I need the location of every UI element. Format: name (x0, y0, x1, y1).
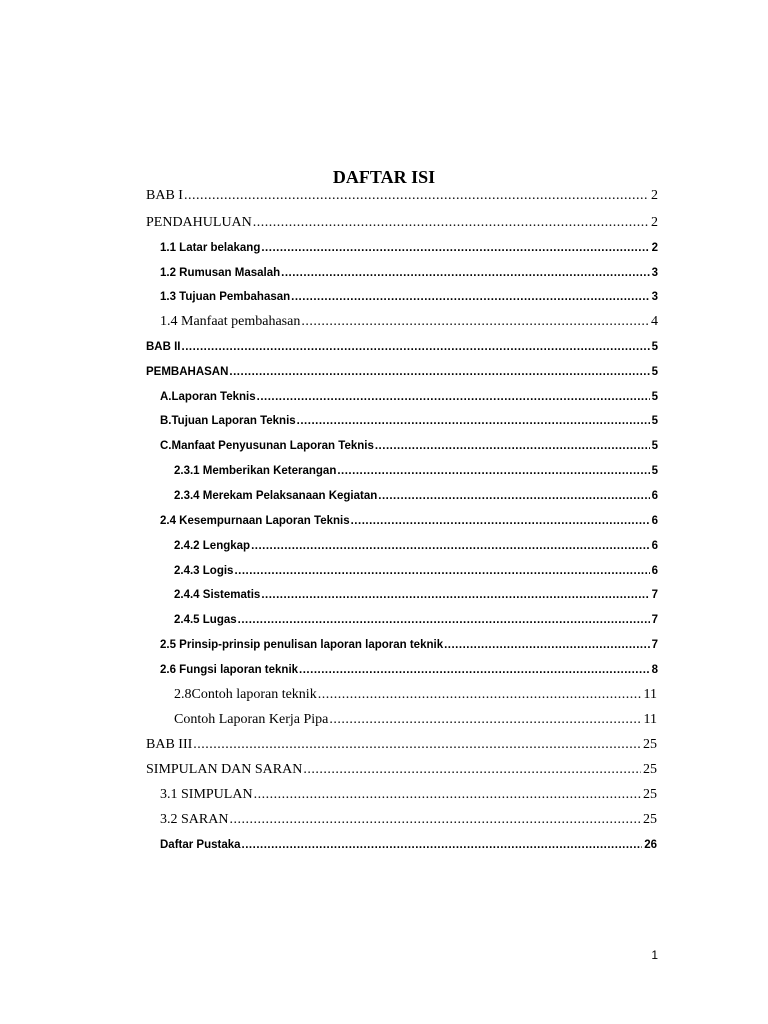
toc-entry-label: 2.4.5 Lugas (174, 614, 237, 626)
toc-page-number: 5 (651, 391, 658, 403)
dot-leader (257, 388, 650, 406)
toc-entry-marker: 2.8 (174, 687, 192, 702)
dot-leader (229, 811, 641, 829)
toc-page-number: 7 (651, 639, 658, 651)
dot-leader (337, 462, 649, 480)
toc-entry-label: 2.3.4 Merekam Pelaksanaan Kegiatan (174, 490, 378, 502)
dot-leader (378, 487, 649, 505)
dot-leader (251, 537, 650, 555)
toc-page-number: 5 (651, 465, 658, 477)
toc-page-number: 5 (651, 366, 658, 378)
toc-page-number: 6 (651, 540, 658, 552)
toc-entry-contoh-laporan-kerja-pipa[interactable] (174, 711, 657, 729)
toc-entry-3-2[interactable] (160, 811, 657, 829)
dot-leader (329, 711, 641, 729)
dot-leader (261, 586, 649, 604)
dot-leader (234, 562, 649, 580)
toc-entry-label: 3.2 SARAN (160, 812, 229, 827)
toc-entry-2-6[interactable] (160, 661, 658, 679)
toc-entry-marker: B. (160, 415, 172, 427)
toc-entry-label: 2.4.4 Sistematis (174, 589, 261, 601)
toc-entry-2-4[interactable] (160, 512, 658, 530)
toc-entry-label: 2.5 Prinsip-prinsip penulisan laporan laporan teknik (160, 639, 444, 651)
toc-entry-b[interactable] (160, 412, 658, 430)
toc-page-number: 25 (643, 762, 657, 777)
toc-entry-marker: A. (160, 391, 172, 403)
toc-page-number: 2 (651, 242, 658, 254)
toc-page-number: 6 (651, 565, 658, 577)
toc-entry-label: BAB I (146, 188, 183, 203)
toc-entry-label: Tujuan Laporan Teknis (171, 415, 296, 427)
dot-leader (254, 786, 641, 804)
toc-entry-a[interactable] (160, 388, 658, 406)
toc-entry-1-2[interactable] (160, 264, 658, 282)
toc-entry-marker: C. (160, 440, 172, 452)
dot-leader (242, 836, 643, 854)
toc-page-number: 26 (644, 839, 657, 851)
toc-page-number: 2 (651, 215, 658, 230)
toc-page-number: 7 (651, 614, 658, 626)
toc-entry-label: Contoh Laporan Kerja Pipa (174, 712, 329, 727)
toc-entry-label: BAB III (146, 737, 193, 752)
toc-page-number: 8 (651, 664, 658, 676)
toc-page-number: 3 (651, 267, 658, 279)
toc-entry-label: Contoh laporan teknik (191, 687, 317, 702)
toc-entry-label: Daftar Pustaka (160, 839, 241, 851)
toc-entry-label: Manfaat Penyusunan Laporan Teknis (171, 440, 374, 452)
toc-entry-label: BAB II (146, 341, 181, 353)
toc-entry-1-1[interactable] (160, 239, 658, 257)
dot-leader (291, 288, 649, 306)
toc-page-number: 25 (643, 787, 657, 802)
toc-entry-label: PEMBAHASAN (146, 366, 229, 378)
toc-page-number: 6 (651, 490, 658, 502)
toc-entry-2-4-4[interactable] (174, 586, 658, 604)
toc-entry-2-4-2[interactable] (174, 537, 658, 555)
toc-entry-2-5[interactable] (160, 636, 658, 654)
toc-entry-c[interactable] (160, 437, 658, 455)
toc-entry-label: 2.4.3 Logis (174, 565, 234, 577)
dot-leader (253, 214, 649, 232)
toc-entry-simpulan-dan-saran[interactable] (146, 761, 657, 779)
toc-page-number: 25 (643, 737, 657, 752)
toc-entry-2-3-1[interactable] (174, 462, 658, 480)
toc-page-number: 7 (651, 589, 658, 601)
page-title: DAFTAR ISI (332, 167, 436, 187)
dot-leader (375, 437, 650, 455)
toc-entry-2-4-5[interactable] (174, 611, 658, 629)
toc-entry-label: 2.6 Fungsi laporan teknik (160, 664, 299, 676)
toc-entry-1-4[interactable] (160, 313, 658, 331)
dot-leader (303, 761, 641, 779)
toc-entry-label: 1.1 Latar belakang (160, 242, 261, 254)
toc-entry-label: SIMPULAN DAN SARAN (146, 762, 303, 777)
dot-leader (318, 686, 642, 704)
dot-leader (351, 512, 650, 530)
toc-entry-2-4-3[interactable] (174, 562, 658, 580)
dot-leader (193, 736, 641, 754)
toc-entry-label: 3.1 SIMPULAN (160, 787, 253, 802)
dot-leader (238, 611, 650, 629)
toc-page-number: 2 (651, 188, 658, 203)
dot-leader (184, 187, 649, 205)
dot-leader (261, 239, 649, 257)
toc-entry-label: 2.4.2 Lengkap (174, 540, 251, 552)
toc-entry-label: 2.4 Kesempurnaan Laporan Teknis (160, 515, 350, 527)
toc-entry-bab-2[interactable] (146, 338, 658, 356)
toc-page-number: 5 (651, 415, 658, 427)
toc-entry-3-1[interactable] (160, 786, 657, 804)
toc-page-number: 5 (651, 440, 658, 452)
dot-leader (297, 412, 650, 430)
toc-entry-pembahasan[interactable] (146, 363, 658, 381)
toc-entry-bab-1[interactable] (146, 187, 658, 205)
dot-leader (229, 363, 649, 381)
toc-page-number: 5 (651, 341, 658, 353)
toc-entry-2-8[interactable] (174, 686, 657, 704)
toc-page-number: 4 (651, 314, 658, 329)
toc-entry-2-3-4[interactable] (174, 487, 658, 505)
footer-page-number: 1 (651, 948, 658, 962)
toc-page-number: 11 (643, 687, 657, 702)
toc-page-number: 25 (643, 812, 657, 827)
toc-entry-label: Laporan Teknis (171, 391, 256, 403)
toc-entry-1-3[interactable] (160, 288, 658, 306)
toc-entry-label: 1.3 Tujuan Pembahasan (160, 291, 291, 303)
toc-entry-bab-3[interactable] (146, 736, 657, 754)
toc-page-number: 11 (643, 712, 657, 727)
toc-page-number: 3 (651, 291, 658, 303)
toc-entry-pendahuluan[interactable] (146, 214, 658, 232)
dot-leader (281, 264, 649, 282)
toc-entry-label: PENDAHULUAN (146, 215, 252, 230)
toc-entry-label: 2.3.1 Memberikan Keterangan (174, 465, 337, 477)
dot-leader (444, 636, 650, 654)
dot-leader (301, 313, 649, 331)
toc-entry-label: 1.4 Manfaat pembahasan (160, 314, 301, 329)
toc-page-number: 6 (651, 515, 658, 527)
dot-leader (299, 661, 650, 679)
toc-entry-daftar-pustaka[interactable] (160, 836, 657, 854)
dot-leader (182, 338, 650, 356)
toc-entry-label: 1.2 Rumusan Masalah (160, 267, 281, 279)
